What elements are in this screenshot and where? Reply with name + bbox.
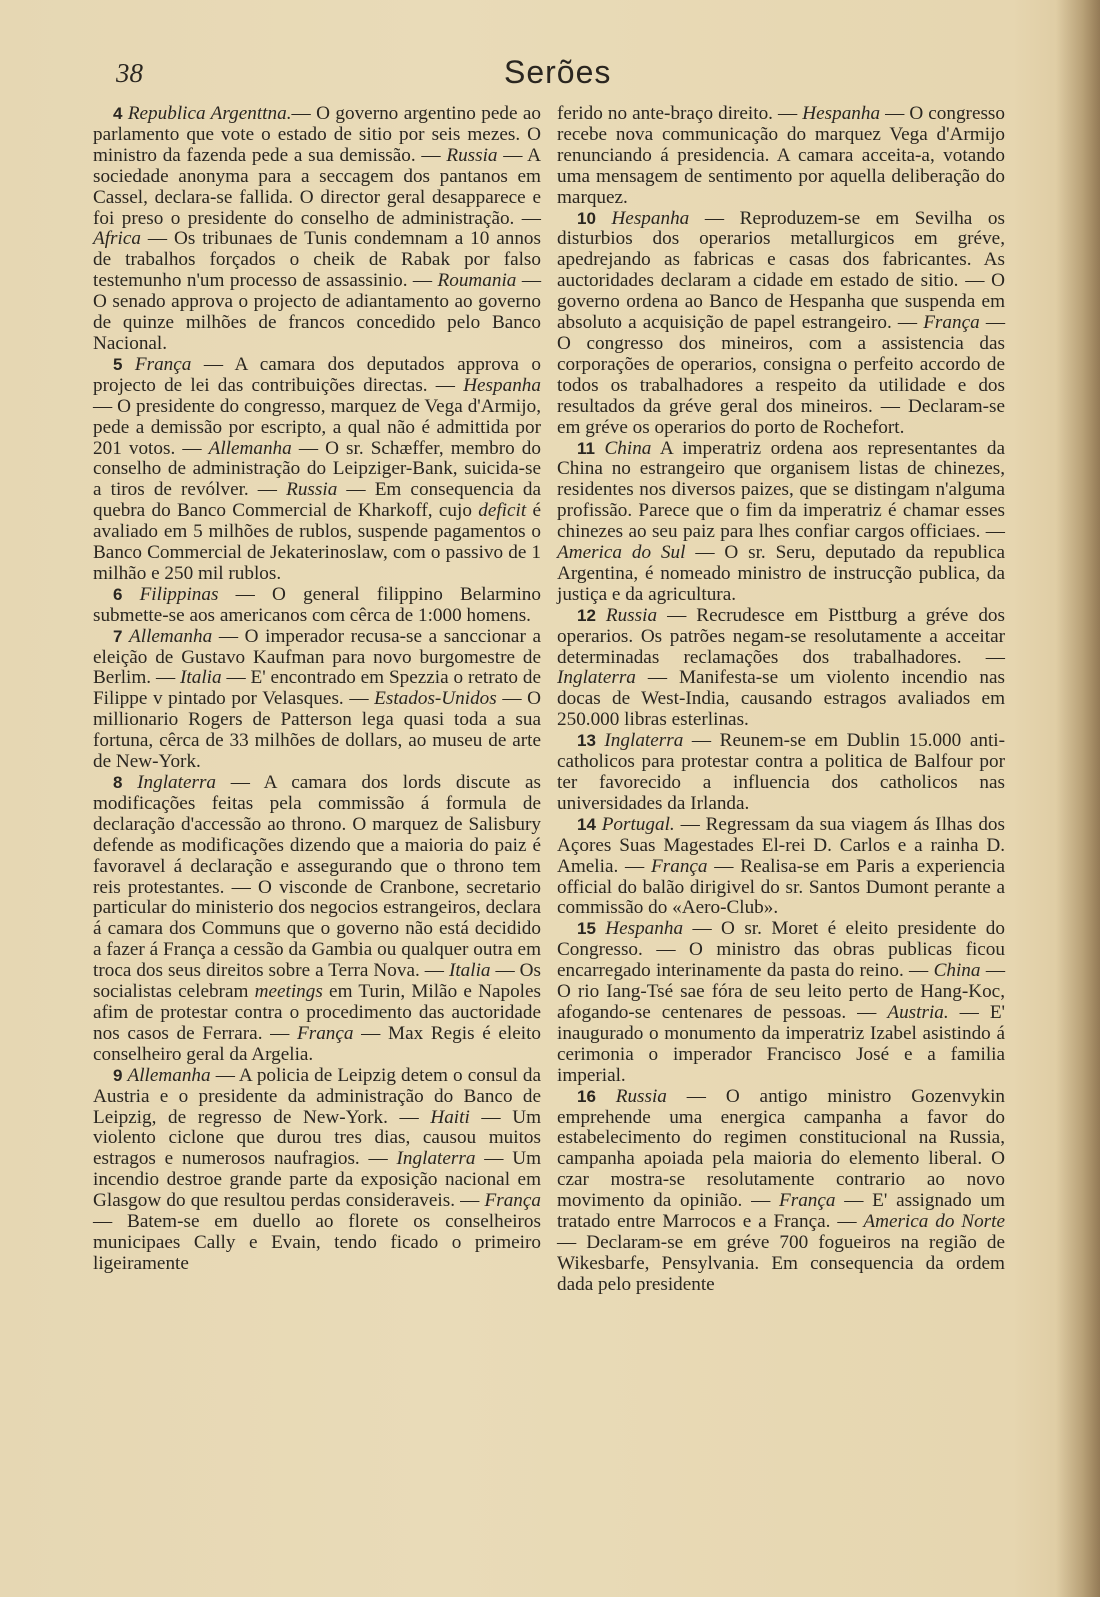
entry-text: — E' encontrado em Spezzia o retrato de Filippe v pintado por Velasques. — [93, 667, 541, 710]
entry-place-name: Inglaterra [604, 730, 684, 752]
chronicle-entry [93, 355, 541, 585]
page-header [110, 54, 1010, 98]
entry-text: — O congresso recebe nova communicação do marquez Vega d'Armijo renunciando á presidencia. A camara acceita-a, votando uma mensagem de sentimento por aquella deliberação do marquez. [557, 103, 1005, 208]
entry-text: — O senado approva o projecto de adiantamento ao governo de quinze milhões de francos concedido pelo Banco Nacional. [93, 270, 542, 354]
entry-text: — Declaram-se em gréve 700 fogueiros na região de Wikesbarfe, Pensylvania. Em consequencia da ordem dada pelo presidente [557, 1231, 1005, 1295]
chronicle-entry [93, 104, 541, 355]
entry-text: — A camara dos lords discute as modificações feitas pela commissão á formula de declaração d'accessão ao throno. O marquez de Salisbury defende as modificações dizendo que a maioria do paiz é favoravel á declaração e assegurando que o throno tem reis protestantes. — O visconde de Cranbone, secretario particular do ministerio dos negocios estrangeiros, declara á camara dos Communs que o governo não está decidido a fazer á França a cessão da Gambia ou qualquer outra em troca dos seus direitos sobre a Terra Nova. — [93, 772, 541, 982]
entry-text: ferido no ante-braço direito. — [557, 103, 803, 124]
entry-text: — Realisa-se em Paris a experiencia official do balão dirigivel do sr. Santos Dumont perante a commissão do «Aero-Club». [557, 855, 1005, 919]
entry-place-name: America do Sul [557, 542, 686, 564]
entry-place-name: Inglaterra [396, 1148, 476, 1170]
entry-place-name: China [604, 437, 652, 459]
entry-text: — Manifesta-se um violento incendio nas docas de West-India, causando estragos avaliados em 250.000 libras esterlinas. [557, 667, 1005, 731]
entry-place-name: America do Norte [863, 1211, 1005, 1233]
entry-day-number: 5 [113, 354, 135, 374]
entry-text: — O millionario Rogers de Patterson lega quasi toda a sua fortuna, cêrca de 33 milhões de dollars, ao museu de arte de New-York. [93, 688, 542, 773]
entry-text: — Batem-se em duello ao florete os conselheiros municipaes Cally e Evain, tendo ficado o primeiro ligeiramente [93, 1211, 541, 1274]
entry-place-name: França [134, 353, 192, 375]
chronicle-entry [93, 585, 541, 627]
chronicle-entry [557, 1087, 1005, 1296]
entry-text: — Reproduzem-se em Sevilha os disturbios dos operarios metallurgicos em gréve, apedrejando as fabricas e casas dos fabricantes. As auctoridades declaram a cidade em estado de sitio. — O governo ordena ao Banco de Hespanha que suspenda em absoluto a acquisição de papel estrangeiro. — [557, 207, 1005, 334]
entry-text: — Reunem-se em Dublin 15.000 anti-catholicos para protestar contra a politica de Balfour por ter favorecido a influencia dos catholicos nas universidades da Irlanda. [557, 730, 1005, 814]
entry-text: — O sr. Schæffer, membro do conselho de administração do Leipziger-Bank, suicida-se a tiros de revólver. — [93, 437, 541, 501]
right-column [557, 104, 1005, 1296]
entry-text: A imperatriz ordena aos representantes da China no estrangeiro que organisem listas de chinezes, residentes nos diversos paizes, que se distingam n'alguma profissão. Parece que o fim da imperatriz é chamar esses chinezes ao seu paiz para lhes confiar cargos officiaes. — [557, 437, 1005, 543]
entry-place-name: França [923, 312, 980, 334]
chronicle-entry [557, 104, 1005, 209]
entry-text: — E' inaugurado o monumento da imperatriz Izabel asistindo á cerimonia o imperador Francisco José e a familia imperial. [557, 1001, 1006, 1086]
entry-place-name: França [484, 1190, 541, 1212]
entry-place-name: Republica Argenttna. [127, 103, 292, 124]
chronicle-entry [93, 627, 541, 773]
entry-text: — Recrudesce em Pisttburg a gréve dos operarios. Os patrões negam-se resolutamente a acceitar determinadas reclamações dos trabalhadores. — [557, 604, 1005, 668]
entry-place-name: Portugal. [601, 813, 675, 835]
entry-text: — Regressam da sua viagem ás Ilhas dos Açores Suas Magestades El-rei D. Carlos e a rainha D. Amelia. — [557, 813, 1005, 877]
chronicle-entry [557, 815, 1005, 920]
entry-place-name: China [933, 960, 981, 982]
entry-day-number: 11 [577, 438, 605, 458]
entry-place-name: Inglaterra [137, 772, 217, 793]
entry-text: — Os tribunaes de Tunis condemnam a 10 annos de trabalhos forçados o cheik de Rabak por falso testemunho n'um processo de assassinio. — [93, 228, 541, 292]
entry-text: — Um incendio destroe grande parte da exposição nacional em Glasgow do que resultou perdas consideraveis. — [93, 1148, 542, 1212]
entry-place-name: Austria. [887, 1001, 949, 1023]
entry-place-name: Italia [180, 667, 222, 689]
entry-text: — O antigo ministro Gozenvykin emprehende uma energica campanha a favor do estabelecimento do regimen constitucional na Russia, campanha apoiada pela maioria do elemento liberal. O czar mostra-se resolutamente contrario ao novo movimento da opinião. — [557, 1085, 1006, 1212]
entry-place-name: Hespanha [611, 207, 690, 229]
entry-place-name: Italia [448, 960, 491, 982]
chronicle-entry [93, 1066, 541, 1275]
entry-day-number: 15 [577, 919, 606, 939]
spine-shadow [1056, 0, 1100, 1597]
entry-text: — O rio Iang-Tsé sae fóra de seu leito perto de Hang-Koc, afogando-se centenares de pessoas. — [557, 960, 1006, 1023]
entry-text: — Em consequencia da quebra do Banco Commercial de Kharkoff, cujo [93, 479, 541, 522]
entry-day-number: 10 [577, 208, 612, 228]
entry-text: — O general filippino Belarmino submette-se aos americanos com cêrca de 1:000 homens. [93, 583, 541, 626]
entry-text: — O sr. Seru, deputado da republica Argentina, é nomeado ministro de instrucção publica, da justiça e da agricultura. [557, 542, 1005, 605]
entry-text: — O governo argentino pede ao parlamento que vote o estado de sitio por seis mezes. O ministro da fazenda pede a sua demissão. — [93, 103, 541, 166]
entry-place-name: deficit [478, 500, 527, 522]
entry-text: é avaliado em 5 milhões de rublos, suspende pagamentos o Banco Commercial de Jekaterinoslaw, com o passivo de 1 milhão e 250 mil rublos. [93, 500, 541, 584]
chronicle-entry [557, 439, 1005, 606]
entry-place-name: Russia [605, 604, 658, 626]
entry-day-number: 16 [577, 1086, 616, 1106]
entry-place-name: Hespanha [802, 103, 881, 124]
entry-text: — Os socialistas celebram [93, 960, 541, 1003]
entry-text: — O imperador recusa-se a sanccionar a eleição de Gustavo Kaufman para novo burgomestre de Berlim. — [93, 625, 541, 689]
chronicle-entry [557, 209, 1005, 439]
chronicle-entry [93, 773, 541, 1066]
entry-text: — O congresso dos mineiros, com a assistencia das corporações de operarios, consigna o perfeito accordo de todos os trabalhadores a respeito da utilidade e dos resultados da gréve geral dos mineiros. — Declaram-se em gréve os operarios do porto de Rochefort. [557, 312, 1006, 438]
entry-place-name: meetings [254, 981, 323, 1003]
entry-place-name: Filippinas [139, 583, 219, 605]
entry-text: — Um violento ciclone que durou tres dias, causou muitos estragos e numerosos naufragios. — [93, 1106, 542, 1170]
entry-place-name: Russia [615, 1085, 667, 1107]
chronicle-entry [557, 731, 1005, 815]
entry-text: — A policia de Leipzig detem o consul da Austria e o presidente da administração do Banco de Leipzig, de regresso de New-York. — [93, 1064, 541, 1128]
entry-place-name: Russia [286, 479, 338, 501]
entry-day-number: 4 [113, 104, 128, 123]
running-title: Serões [504, 54, 612, 90]
page-number: 38 [116, 58, 143, 88]
entry-day-number: 7 [113, 626, 130, 646]
entry-place-name: Roumania [437, 270, 517, 292]
entry-text: — E' assignado um tratado entre Marrocos e a França. — [557, 1190, 1005, 1233]
entry-day-number: 13 [577, 731, 605, 751]
entry-place-name: França [779, 1190, 836, 1212]
entry-place-name: França [651, 855, 708, 877]
entry-place-name: França [297, 1022, 354, 1044]
entry-day-number: 8 [113, 773, 138, 792]
entry-day-number: 12 [577, 605, 606, 625]
entry-place-name: Hespanha [463, 374, 541, 396]
entry-text: — A sociedade anonyma para a seccagem dos pantanos em Cassel, declara-se fallida. O director geral desapparece e foi preso o presidente do conselho de administração. — [93, 144, 541, 229]
entry-text: em Turin, Milão e Napoles afim de protestar contra o procedimento das auctoridade nos casos de Ferrara. — [93, 981, 541, 1044]
entry-place-name: Africa [93, 228, 141, 250]
entry-text: — O sr. Moret é eleito presidente do Congresso. — O ministro das obras publicas ficou encarregado interinamente da pasta do reino. — [557, 918, 1005, 982]
entry-place-name: Russia [446, 144, 498, 166]
entry-place-name: Estados-Unidos [374, 688, 497, 710]
chronicle-entry [557, 606, 1005, 731]
entry-day-number: 9 [113, 1065, 128, 1085]
entry-place-name: Allemanha [129, 625, 213, 647]
entry-place-name: Hespanha [605, 918, 684, 940]
entry-place-name: Inglaterra [557, 667, 636, 689]
entry-place-name: Allemanha [127, 1064, 211, 1086]
entry-place-name: Allemanha [208, 437, 292, 459]
entry-text: — O presidente do congresso, marquez de Vega d'Armijo, pede a demissão por escripto, a qual não é admittida por 201 votos. — [93, 395, 541, 459]
left-column [93, 104, 541, 1275]
entry-day-number: 14 [577, 814, 602, 834]
entry-day-number: 6 [113, 584, 140, 604]
entry-text: — A camara dos deputados approva o projecto de lei das contribuições directas. — [93, 353, 541, 396]
chronicle-entry [557, 919, 1005, 1086]
entry-text: — Max Regis é eleito conselheiro geral da Argelia. [93, 1022, 541, 1065]
entry-place-name: Haiti [430, 1106, 470, 1128]
